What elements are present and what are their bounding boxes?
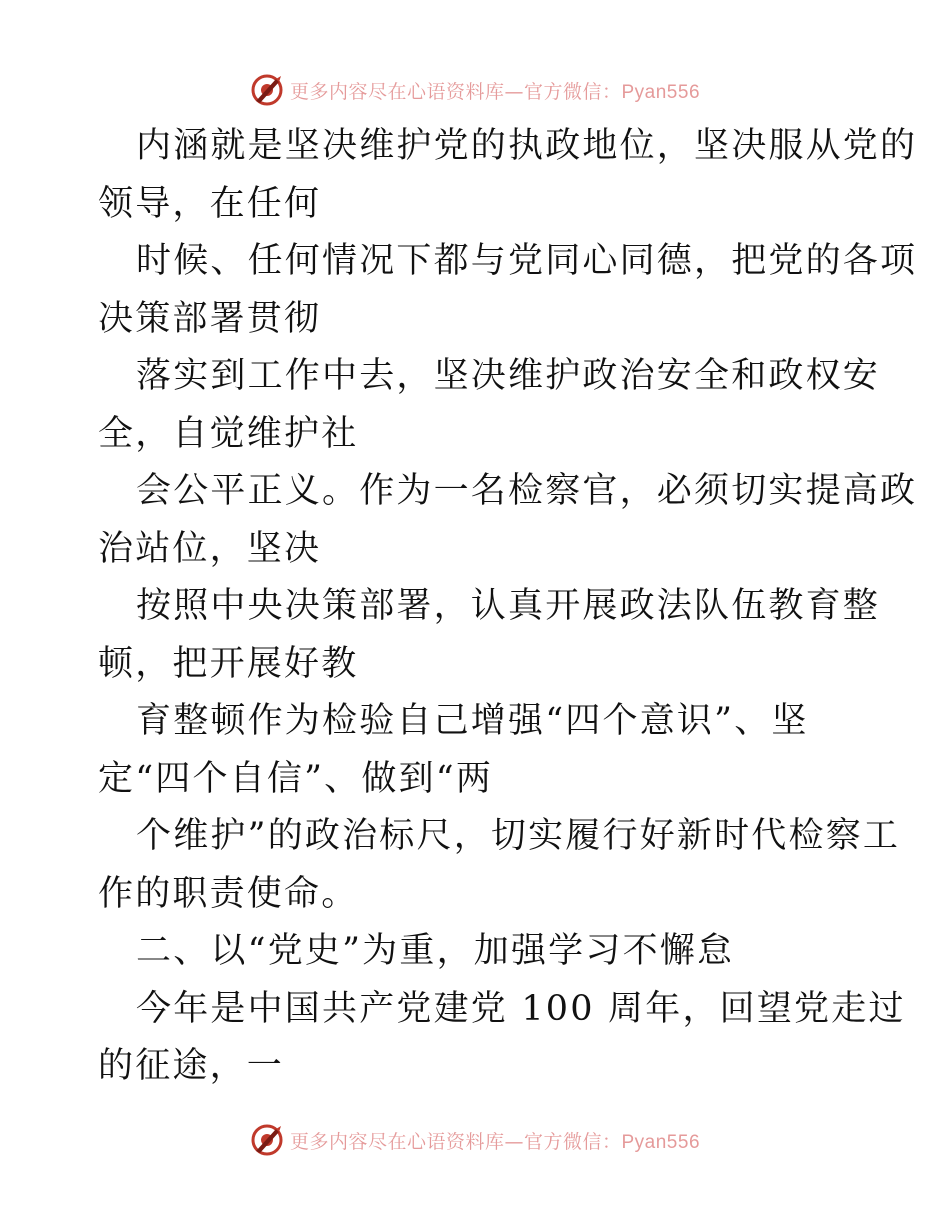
watermark-text: 更多内容尽在心语资料库—官方微信：Pyan556 (289, 1130, 701, 1153)
text-line: 育整顿作为检验自己增强“四个意识”、坚 (136, 701, 809, 741)
text-line: 决策部署贯彻 (98, 298, 322, 339)
text-line: 内涵就是坚决维护党的执政地位，坚决服从党的 (136, 126, 918, 166)
section-heading: 二、以“党史”为重，加强学习不懈怠 (136, 931, 735, 971)
text-line: 会公平正义。作为一名检察官，必须切实提高政 (136, 471, 918, 511)
text-line: 今年是中国共产党建党 100 周年，回望党走过 (136, 988, 906, 1029)
wechat-id: Pyan556 (621, 1131, 701, 1153)
text-line: 时候、任何情况下都与党同心同德，把党的各项 (136, 241, 918, 281)
text-line: 的征途，一 (98, 1046, 285, 1086)
document-body (98, 118, 918, 1096)
text-line: 按照中央决策部署，认真开展政法队伍教育整 (136, 586, 881, 626)
watermark-text: 更多内容尽在心语资料库—官方微信：Pyan556 (289, 80, 701, 103)
quill-logo-icon (250, 1123, 284, 1157)
text-line: 作的职责使命。 (98, 873, 359, 914)
header-watermark (0, 70, 950, 110)
quill-logo-icon (250, 73, 284, 107)
text-line: 落实到工作中去，坚决维护政治安全和政权安 (136, 356, 881, 396)
text-line: 领导，在任何 (98, 183, 322, 224)
text-line: 个维护”的政治标尺，切实履行好新时代检察工 (136, 816, 901, 856)
wechat-id: Pyan556 (621, 81, 701, 103)
text-line: 顿，把开展好教 (98, 643, 359, 684)
text-line: 治站位，坚决 (98, 528, 322, 569)
footer-watermark (0, 1120, 950, 1160)
text-line: 全，自觉维护社 (98, 413, 359, 454)
text-line: 定“四个自信”、做到“两 (98, 758, 494, 799)
